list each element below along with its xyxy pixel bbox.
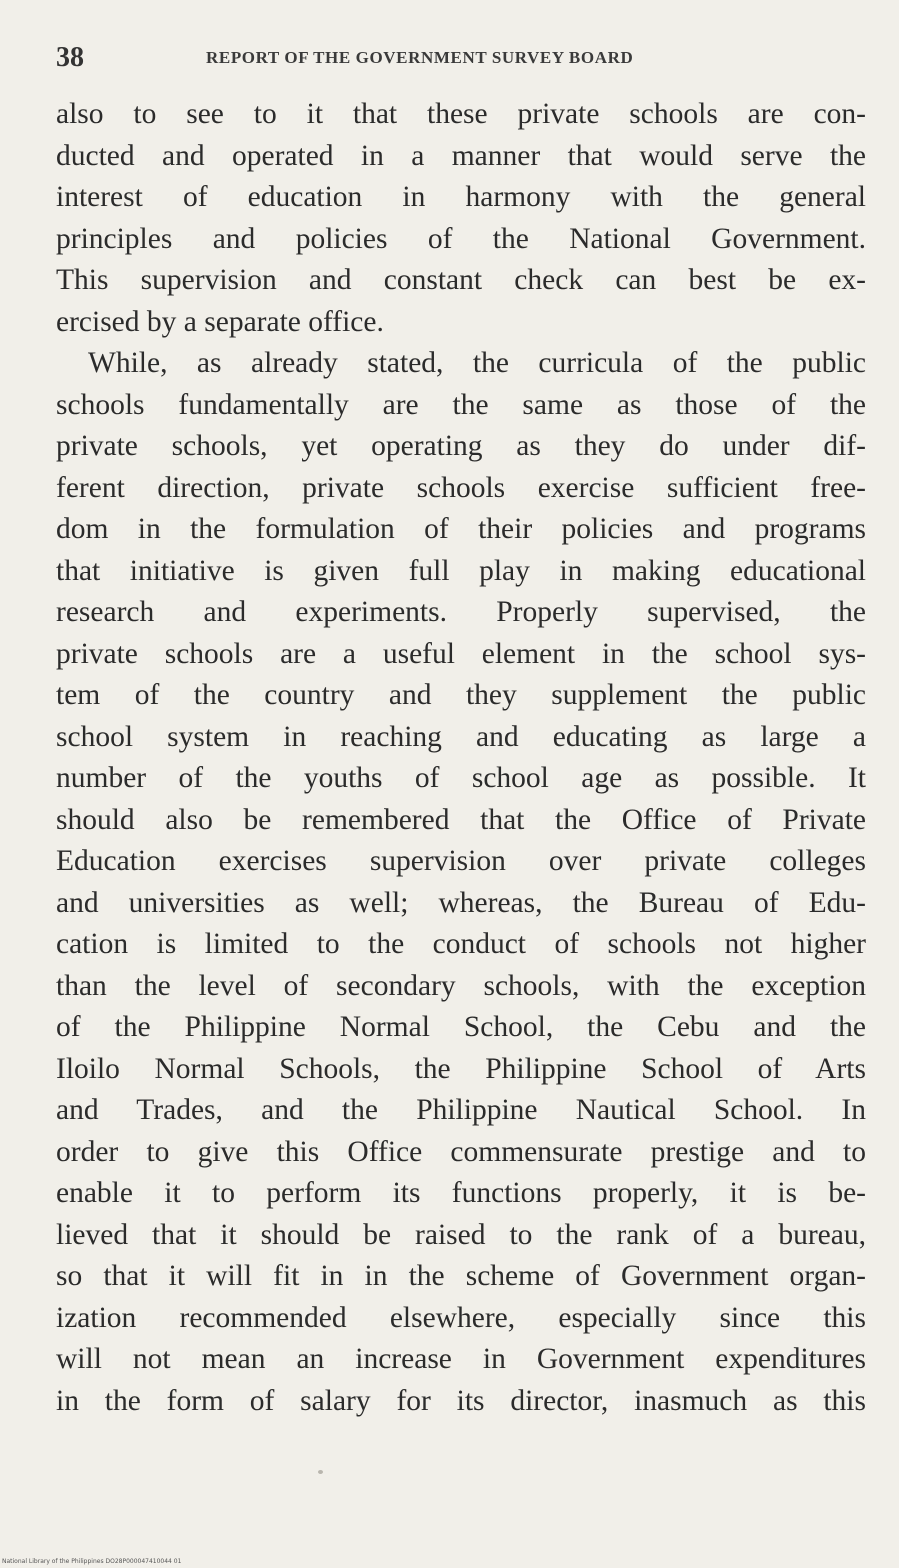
library-credit: National Library of the Philippines DO28P000047410044 01 (2, 1558, 182, 1565)
text-line: This supervision and constant check can best be ex- (56, 264, 866, 296)
text-line: ducted and operated in a manner that would serve the (56, 139, 866, 172)
text-line: will not mean an increase in Government expenditures (56, 1343, 866, 1375)
text-line: While, as already stated, the curricula of the public (88, 347, 866, 379)
text-line: should also be remembered that the Office of Private (56, 803, 866, 836)
text-line: that initiative is given full play in making educational (56, 554, 866, 587)
text-line: private schools, yet operating as they do under dif- (56, 430, 866, 462)
text-line: schools fundamentally are the same as those of the (56, 388, 866, 421)
running-head: REPORT OF THE GOVERNMENT SURVEY BOARD (206, 48, 634, 67)
text-line: order to give this Office commensurate prestige and to (56, 1135, 866, 1168)
text-line: enable it to perform its functions properly, it is be- (56, 1177, 866, 1209)
text-line: and universities as well; whereas, the Bureau of Edu- (56, 886, 866, 919)
text-line: cation is limited to the conduct of schools not higher (56, 928, 866, 960)
text-line: ercised by a separate office. (56, 305, 384, 338)
text-line: dom in the formulation of their policies and programs (56, 513, 866, 545)
page-number: 38 (56, 42, 84, 73)
text-line: so that it will fit in in the scheme of Government organ- (56, 1260, 866, 1292)
text-line: Iloilo Normal Schools, the Philippine School of Arts (56, 1052, 866, 1085)
text-line: ferent direction, private schools exercise sufficient free- (56, 471, 866, 504)
text-line: Education exercises supervision over private colleges (56, 845, 866, 877)
text-line: school system in reaching and educating as large a (56, 720, 866, 753)
text-line: private schools are a useful element in the school sys- (56, 637, 866, 670)
text-line: of the Philippine Normal School, the Cebu and the (56, 1011, 866, 1043)
text-line: also to see to it that these private schools are con- (56, 98, 866, 130)
text-line: principles and policies of the National Government. (56, 222, 866, 255)
text-line: research and experiments. Properly supervised, the (56, 596, 866, 628)
scan-speck (318, 1470, 323, 1474)
text-line: ization recommended elsewhere, especially since this (56, 1301, 866, 1334)
text-line: tem of the country and they supplement the public (56, 679, 866, 711)
page-header (56, 42, 856, 82)
text-line: interest of education in harmony with the general (56, 181, 866, 213)
text-line: lieved that it should be raised to the rank of a bureau, (56, 1218, 866, 1251)
text-line: number of the youths of school age as possible. It (56, 762, 866, 794)
text-line: and Trades, and the Philippine Nautical School. In (56, 1094, 866, 1126)
body-text (56, 94, 866, 1422)
text-line: in the form of salary for its director, inasmuch as this (56, 1384, 866, 1417)
text-line: than the level of secondary schools, with the exception (56, 969, 866, 1002)
